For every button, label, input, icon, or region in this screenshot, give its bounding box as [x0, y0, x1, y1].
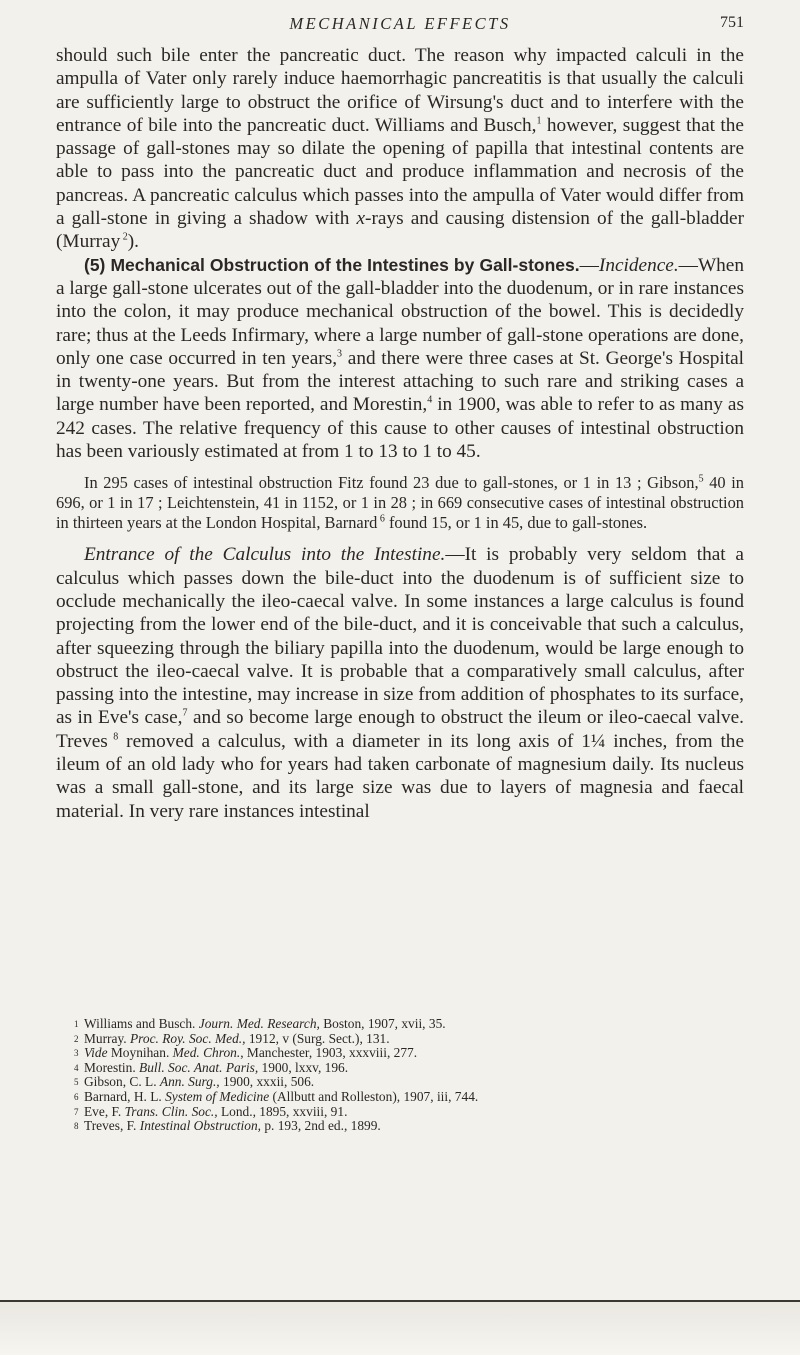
footnote-number: 3: [74, 1048, 79, 1059]
footnote-author: Murray.: [84, 1030, 130, 1046]
running-title: MECHANICAL EFFECTS: [289, 14, 511, 33]
footnote-journal: Journ. Med. Research,: [198, 1016, 320, 1031]
page-header: [56, 10, 744, 36]
footnote: [74, 1119, 744, 1134]
section-heading: (5) Mechanical Obstruction of the Intestines by Gall-stones.: [84, 254, 580, 275]
scan-margin: [0, 1302, 800, 1355]
subheading-incidence: Incidence.: [598, 254, 679, 276]
text-run: —It is probably very seldom that a calculus which passes down the bile-duct into the duodenum is of sufficient size to occlude mechanically the ileo-caecal valve. In some instances a large calculus is found projecting from the lower end of the bile-duct, and it is conceivable that such a calculus, after squeezing through the biliary papilla into the duodenum, would be large enough to obstruct the ileo-caecal valve. It is probable that a comparatively small calculus, after passing into the intestine, may increase in size from addition of phosphates to its surface, as in Eve's case,: [56, 544, 744, 729]
footnote-author: Gibson, C. L.: [84, 1074, 160, 1090]
text-run: ).: [127, 231, 139, 253]
text-run: in 1900, was able to refer to as many as 242 cases. The relative frequency of this cause to other causes of intestinal obstruction has been variously estimated at from 1 to 13 to 1 to 45.: [56, 394, 744, 463]
footnote-details: Lond., 1895, xxviii, 91.: [217, 1103, 348, 1119]
footnote: [74, 1032, 744, 1047]
footnote-ref: 8: [107, 731, 119, 743]
footnote: [74, 1090, 744, 1105]
body-text: [56, 44, 744, 823]
footnote-journal: Trans. Clin. Soc.,: [124, 1103, 218, 1119]
text-run: —When a large gall-stone ulcerates out of the gall-bladder into the duodenum, or in rare instances into the colon, it may produce mechanical obstruction of the bowel. This is decidedly rare; thus at the Leeds Infirmary, where a large number of gall-stone operations are done, only one case occurred in ten years,: [56, 254, 744, 369]
footnote-author: Morestin.: [84, 1059, 140, 1075]
footnote-ref: 2: [120, 231, 128, 243]
paragraph-mechanical-obstruction: [56, 254, 744, 464]
footnote-journal: Vide: [84, 1045, 108, 1061]
footnote: [74, 1075, 744, 1090]
subheading-entrance: Entrance of the Calculus into the Intestine.: [84, 544, 446, 566]
footnote-number: 2: [74, 1033, 79, 1044]
footnote: [74, 1017, 744, 1032]
footnote: [74, 1105, 744, 1120]
footnote-journal: Intestinal Obstruction,: [139, 1118, 261, 1134]
footnote-details: 1900, lxxv, 196.: [258, 1059, 349, 1075]
footnote-number: 7: [74, 1106, 79, 1117]
footnote-ref: 4: [427, 395, 433, 407]
italic-x: x: [356, 208, 366, 230]
footnote-author: Williams and Busch.: [84, 1016, 199, 1031]
text-run: should such bile enter the pancreatic duct. The reason why impacted calculi in the ampulla of Vater only rarely induce haemorrhagic pancreatitis is that usually the calculi are sufficiently large to obstruct the orifice of Wirsung's duct and to interfere with the entrance of bile into the pancreatic duct. Williams and Busch,: [56, 45, 744, 136]
footnote-ref: 5: [698, 473, 704, 485]
paragraph-statistics: [56, 473, 744, 533]
page-number: 751: [720, 14, 744, 31]
footnote-author: Barnard, H. L.: [84, 1088, 166, 1104]
footnote-details: 1900, xxxii, 506.: [219, 1074, 315, 1090]
footnote: [74, 1046, 744, 1061]
footnote-number: 8: [74, 1121, 79, 1132]
footnote-details: 1912, v (Surg. Sect.), 131.: [245, 1030, 390, 1046]
footnote-number: 6: [74, 1091, 79, 1102]
footnote-ref: 3: [337, 348, 343, 360]
footnote-author: Eve, F.: [84, 1103, 125, 1119]
footnote-number: 4: [74, 1062, 79, 1073]
footnote-ref: 6: [377, 513, 385, 525]
footnote-author: Treves, F.: [84, 1118, 140, 1134]
text-run: found 15, or 1 in 45, due to gall-stones.: [384, 513, 648, 533]
text-run: and so become large enough to obstruct the ileum or ileo-caecal valve. Treves: [56, 707, 744, 752]
footnote-journal: Ann. Surg.,: [159, 1074, 220, 1090]
footnote-journal: Med. Chron.: [172, 1045, 241, 1061]
footnotes: [74, 1017, 744, 1134]
footnote-number: 5: [74, 1077, 79, 1088]
text-run: -rays and causing distension of the gall-bladder (Murray: [56, 208, 745, 253]
paragraph-bile-pancreatic: [56, 44, 744, 254]
text-run: and there were three cases at St. George's Hospital in twenty-one years. But from the interest attaching to such rare and striking cases a large number have been reported, and Morestin,: [56, 347, 744, 416]
footnote-ref: 7: [182, 708, 188, 719]
text-run: however, suggest that the passage of gall-stones may so dilate the opening of papilla that intestinal contents are able to pass into the pancreatic duct and produce inflammation and necrosis of the pancreas. A pancreatic calculus which passes into the ampulla of Vater would differ from a gall-stone in giving a shadow with: [56, 114, 744, 230]
footnote-journal: Proc. Roy. Soc. Med.,: [129, 1030, 246, 1046]
text-run: In 295 cases of intestinal obstruction Fitz found 23 due to gall-stones, or 1 in 13 ; Gibson,: [84, 473, 699, 493]
footnote-journal: System of Medicine: [165, 1088, 270, 1104]
footnote-details: p. 193, 2nd ed., 1899.: [261, 1118, 381, 1134]
footnote-details: (Allbutt and Rolleston), 1907, iii, 744.: [269, 1088, 479, 1104]
footnote-details: Boston, 1907, xvii, 35.: [319, 1016, 446, 1031]
heading-dash: —: [579, 254, 599, 276]
footnote-journal: Bull. Soc. Anat. Paris,: [139, 1059, 259, 1075]
text-run: 40 in 696, or 1 in 17 ; Leichtenstein, 41 in 1152, or 1 in 28 ; in 669 consecutive cases of intestinal obstruction in thirteen years at the London Hospital, Barnard: [56, 473, 745, 533]
paragraph-entrance-calculus: [56, 543, 744, 823]
footnote: [74, 1061, 744, 1076]
footnote-number: 1: [74, 1019, 79, 1029]
footnote-details: Moynihan. Med. Chron., Manchester, 1903, xxxviii, 277.: [107, 1045, 418, 1061]
text-run: removed a calculus, with a diameter in its long axis of 1¼ inches, from the ileum of an old lady who for years had taken carbonate of magnesium daily. Its nucleus was a small gall-stone, and its large size was due to layers of magnesia and faecal material. In very rare instances intestinal: [56, 730, 745, 822]
footnote-ref: 1: [536, 115, 542, 127]
